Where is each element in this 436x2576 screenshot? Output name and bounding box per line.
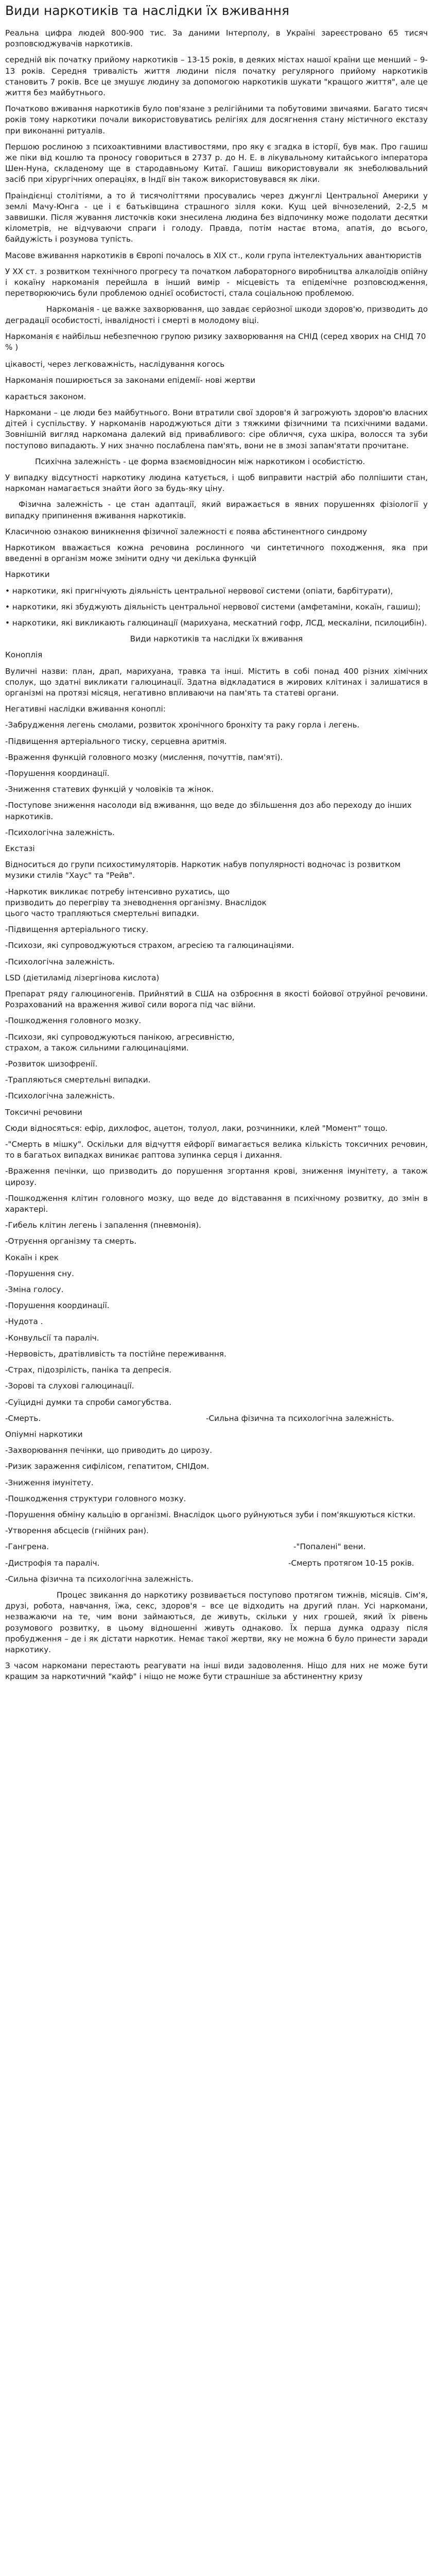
paragraph (5, 1445, 428, 1456)
paragraph (5, 666, 428, 699)
paragraph-text: Вуличні назви: план, драп, марихуана, травка та інші. Містить в собі понад 400 різних хімічних сполук, що здатні викликати галюцинації. Здатна відкладатися в жирових клітинах і залишатися в організмі на протязі місяця, негативно впливаючи на пам'ять та статеві органи. (5, 666, 428, 698)
paragraph (5, 569, 428, 580)
paragraph-text: Праіндієнці столітіями, а то й тисячоліттями просувались через джунглі Центральної Америки у землі Мачу-Юнга - це і є батьківщина страшного зілля коки. Кущ цей вічнозелений, 2-2,5 м заввишки. Після жування листочків коки знесилена людина без відпочинку може подолати десятки кілометрів, не відчуваючи спраги і голоду. Правда, потім настає втома, апатія, до всього, байдужість і розумова тупість. (5, 191, 428, 244)
paragraph (5, 104, 428, 137)
paragraph-text: Наркоманія - це важке захворювання, що завдає серйозної шкоди здоров'ю, призводить до деградації особистості, інвалідності і смерті в молодому віці. (5, 304, 428, 325)
paragraph-text: Препарат ряду галюциногенів. Прийнятий в США на озброєння в якості бойової отруйної речовини. Розрахований на враження живої сили ворога під час війни. (5, 989, 428, 1010)
paragraph-text: Відноситься до групи психостимуляторів. Наркотик набув популярності водночас із розвитком музики стилів "Хаус" та "Рейв". (5, 860, 401, 880)
paragraph-text: -Зміна голосу. (5, 1285, 64, 1295)
paragraph (5, 736, 428, 747)
paragraph (5, 1123, 428, 1134)
paragraph (5, 191, 428, 245)
paragraph-text: Фізична залежність - це стан адаптації, який виражається в явних порушеннях фізіології у випадку припинення вживання наркотиків. (5, 500, 428, 520)
paragraph-text: -Забрудження легень смолами, розвиток хронічного бронхіту та раку горла і легень. (5, 720, 360, 730)
paragraph (5, 472, 428, 494)
paragraph-text: цікавості, через легковажність, наслідування когось (5, 360, 225, 369)
paragraph-tail-text: -Смерть протягом 10-15 років. (288, 1558, 414, 1568)
paragraph-text: Екстазі (5, 843, 35, 853)
paragraph (5, 28, 428, 49)
paragraph-text: Сюди відносяться: ефір, дихлофос, ацетон, толуол, лаки, розчинники, клей "Момент" тощо. (5, 1123, 388, 1133)
paragraph-text: -Суїцидні думки та спроби самогубства. (5, 1397, 172, 1407)
paragraph (5, 827, 428, 838)
paragraph (5, 1316, 428, 1327)
paragraph (5, 800, 428, 822)
paragraph (5, 1032, 428, 1054)
paragraph (5, 1660, 428, 1682)
paragraph (5, 266, 428, 299)
paragraph (5, 618, 428, 629)
paragraph (5, 250, 428, 261)
paragraph-text: -Пошкодження головного мозку. (5, 1016, 142, 1026)
paragraph (5, 392, 428, 402)
paragraph (5, 768, 428, 779)
paragraph-text: карається законом. (5, 392, 86, 401)
paragraph (5, 1252, 428, 1263)
paragraph-text: -Захворювання печінки, що приводить до цирозу. (5, 1446, 213, 1455)
paragraph-text: Коноплія (5, 650, 43, 660)
paragraph (5, 527, 428, 537)
paragraph-text: -Дистрофія та параліч. (5, 1558, 100, 1568)
paragraph-text: Наркомани – це люди без майбутнього. Вони втратили свої здоров'я й загрожують здоров'ю власних дітей і суспільству. У наркоманів народжуються діти з тяжкими фізичними та психічними вадами. Зовнішній вигляд наркомана далекий від привабливого: сіре обличчя, суха шкіра, волосся та зуби поступово випадають. У них значно послаблена пам'ять, вони не в змозі запам'ятати прочитане. (5, 408, 428, 450)
paragraph-text: страхом, а також сильними галюцинаціями. (5, 1043, 189, 1053)
paragraph-text: Опіумні наркотики (5, 1429, 83, 1439)
paragraph-text: У ХХ ст. з розвитком технічного прогресу та початком лабораторного виробництва алкалоїдів опійну і кокаїну наркоманія перейшла в інший вимір - місцевість та епідемічне розповсюдження, перетворюючись були проблемою однієї особистості, стала соціальною проблемою. (5, 266, 428, 298)
paragraph-text: Початково вживання наркотиків було пов'язане з релігійними та побутовими звичаями. Багато тисяч років тому наркотики почали використовуватись релігіях для досягнення стану містичного екстазу при виконанні ритуалів. (5, 104, 428, 135)
paragraph-text: Масове вживання наркотиків в Європі почалось в ХІХ ст., коли група інтелектуальних авантюристів (5, 250, 422, 260)
paragraph (5, 1268, 428, 1279)
paragraph-text: -Враження печінки, що призводить до порушення згортання крові, зниження імунітету, а також цирозу. (5, 1166, 428, 1187)
paragraph (5, 1381, 428, 1392)
paragraph (5, 634, 428, 645)
paragraph (5, 1236, 428, 1247)
paragraph-text: Наркотиком вважається кожна речовина рослинного чи синтетичного походження, яка при введенні в організм може змінити одну чи декілька функцій (5, 543, 428, 564)
paragraph-text: -Зорові та слухові галюцинації. (5, 1381, 134, 1391)
paragraph-text: -Сильна фізична та психологічна залежність. (5, 1574, 194, 1584)
paragraph-text: Види наркотиків та наслідки їх вживання (130, 634, 303, 644)
paragraph (5, 499, 428, 521)
paragraph-text: Першою рослиною з психоактивними властивостями, про яку є згадка в історії, був мак. Про гашиш же піки від кошлю та проносу говориться в 2737 р. до Н. Е. в лікувальному китайського імператора Шен-Нуна, складеному ще в стародавньому Китаї. Гашиш використовували як знеболювальний засіб при хірургічних операціях, в Індії він також використовувався як ліки. (5, 142, 428, 184)
paragraph (5, 1510, 428, 1520)
paragraph (5, 304, 428, 326)
page-title: Види наркотиків та наслідки їх вживання (5, 3, 290, 18)
paragraph (5, 1429, 428, 1440)
paragraph (5, 704, 428, 715)
paragraph (5, 1558, 428, 1569)
paragraph-text: -Гибель клітин легень і запалення (пневмонія). (5, 1221, 201, 1230)
paragraph (5, 1059, 428, 1070)
paragraph-text: -Порушення обміну кальцію в організмі. Внаслідок цього руйнуються зуби і пом'якшуються кістки. (5, 1510, 416, 1519)
paragraph (5, 1193, 428, 1215)
paragraph (5, 456, 428, 467)
paragraph (5, 586, 428, 597)
paragraph (5, 1349, 428, 1360)
paragraph-tail-text: -"Попалені" вени. (293, 1542, 366, 1552)
paragraph-text: -Утворення абсцесів (гнійних ран). (5, 1526, 149, 1536)
paragraph (5, 331, 428, 353)
paragraph-text: -Психологічна залежність. (5, 1091, 115, 1101)
paragraph-text: -Пошкодження структури головного мозку. (5, 1494, 186, 1503)
paragraph (5, 973, 428, 984)
paragraph-text: -Нервовість, дратівливість та постійне переживання. (5, 1349, 226, 1359)
paragraph (5, 752, 428, 763)
paragraph (5, 55, 428, 98)
paragraph-text: Токсичні речовини (5, 1107, 82, 1117)
paragraph-text: -Поступове зниження насолоди від вживання, що веде до збільшення доз або переходу до інших наркотиків. (5, 801, 412, 821)
paragraph-text: Процес звикання до наркотику розвивається поступово протягом тижнів, місяців. Сім'я, друзі, робота, навчання, їжа, секс, здоров'я – все це відходить на другий план. Усі наркомани, незважаючи на те, чим вони займаються, де живуть, скільки у них грошей, який їх рівень розумового розвитку, в цьому відношенні живуть однаково. Їх перша думка одразу після пробудження – де і як дістати наркотик. Немає такої жертви, яку не можна б було принести заради наркотику. (5, 1590, 428, 1654)
paragraph (5, 1107, 428, 1118)
paragraph-text: Кокаїн і крек (5, 1252, 59, 1262)
paragraph-text: Наркотики (5, 570, 50, 580)
paragraph-text: цього часто трапляються смертельні випадки. (5, 909, 199, 918)
paragraph-text: Негативні наслідки вживання коноплі: (5, 704, 166, 714)
paragraph-text: -Психологічна залежність. (5, 957, 115, 967)
paragraph-text: У випадку відсутності наркотику людина катується, і щоб виправити настрій або полпішити стан, наркоман намагається знайти його за будь-яку ціну. (5, 472, 428, 494)
paragraph-text: -Порушення координації. (5, 1301, 110, 1311)
paragraph-text: -Отруєння організму та смерть. (5, 1236, 137, 1246)
paragraph-text: -Психози, які супроводжуються страхом, агресією та галюцинаціями. (5, 941, 294, 951)
paragraph (5, 1166, 428, 1188)
paragraph (5, 1075, 428, 1086)
paragraph (5, 359, 428, 370)
paragraph-text: призводить до перегріву та зневоднення організму. Внаслідок (5, 897, 267, 907)
paragraph (5, 650, 428, 660)
paragraph (5, 784, 428, 795)
paragraph-text: -Підвищення артеріального тиску. (5, 925, 149, 935)
paragraph (5, 1494, 428, 1504)
paragraph (5, 1300, 428, 1311)
paragraph (5, 720, 428, 731)
paragraph (5, 940, 428, 951)
document-body (5, 28, 428, 1683)
paragraph (5, 1015, 428, 1026)
paragraph-text: • наркотики, які викликають галюцинації (марихуана, мескатний гофр, ЛСД, мескаліни, псилоцибін). (5, 618, 427, 628)
paragraph-text: • наркотики, які пригнічують діяльність центральної нервової системи (опіати, барбітурати), (5, 586, 393, 596)
paragraph-text: -Розвиток шизофренії. (5, 1059, 98, 1069)
paragraph-text: -Зниження статевих функцій у чоловіків та жінок. (5, 785, 214, 794)
paragraph-text: -Підвищення артеріального тиску, серцевна аритмія. (5, 736, 227, 746)
paragraph (5, 1365, 428, 1376)
paragraph-text: -Страх, підозрілість, паніка та депресія. (5, 1365, 172, 1375)
paragraph-text: -Ризик зараження сифілісом, гепатитом, СНІДом. (5, 1462, 210, 1471)
paragraph-text: -Порушення координації. (5, 768, 110, 778)
paragraph (5, 375, 428, 386)
paragraph-text: LSD (діетиламід лізергінова кислота) (5, 973, 160, 982)
paragraph-text: -Психози, які супроводжуються панікою, агресивністю, (5, 1032, 235, 1042)
paragraph-text: • наркотики, які збуджують діяльність центральної нервової системи (амфетаміни, кокаїн, гашиш); (5, 602, 421, 612)
paragraph (5, 843, 428, 854)
paragraph-text: -Гангрена. (5, 1542, 49, 1552)
paragraph (5, 1091, 428, 1101)
paragraph (5, 543, 428, 564)
paragraph (5, 1397, 428, 1408)
paragraph-text: Психічна залежність - це форма взаємовідносин між наркотиком і особистістю. (35, 456, 365, 466)
paragraph (5, 924, 428, 935)
paragraph-text: -Смерть. (5, 1413, 41, 1423)
paragraph-text: -Психологічна залежність. (5, 827, 115, 837)
paragraph (5, 1333, 428, 1344)
paragraph (5, 1413, 428, 1424)
paragraph (5, 957, 428, 968)
paragraph (5, 602, 428, 613)
paragraph (5, 1590, 428, 1655)
paragraph-text: -Наркотик викликає потребу інтенсивно рухатись, що (5, 887, 230, 896)
paragraph-text: середній вік початку прийому наркотиків – 13-15 років, в деяких містах нашої країни ще менший – 9-13 років. Середня тривалість життя людини після початку регулярного прийому наркотиків становить 7 років. Все це змушує людину за допомогою наркотиків шукати "кращого життя", але це життя без майбутнього. (5, 55, 428, 98)
paragraph-tail-text: -Сильна фізична та психологічна залежність. (206, 1413, 394, 1423)
paragraph-text: З часом наркомани перестають реагувати на інші види задоволення. Ніщо для них не може бути кращим за наркотичний "кайф" і ніщо не може бути страшніше за абстинентну кризу (5, 1661, 428, 1682)
paragraph-text: -Конвульсії та параліч. (5, 1333, 99, 1343)
paragraph-text: -Пошкодження клітин головного мозку, що веде до відставання в психічному розвитку, до змін в характері. (5, 1193, 428, 1214)
paragraph-text: -Порушення сну. (5, 1268, 74, 1278)
paragraph (5, 408, 428, 451)
paragraph (5, 1574, 428, 1585)
paragraph (5, 887, 428, 920)
paragraph (5, 1284, 428, 1295)
paragraph (5, 142, 428, 185)
paragraph-text: -Враження функцій головного мозку (мислення, почуттів, пам'яті). (5, 752, 283, 762)
paragraph-text: Наркоманія поширюється за законами епідемії- нові жертви (5, 376, 256, 385)
paragraph-text: Реальна цифра людей 800-900 тис. За даними Інтерполу, в Україні зареєстровано 65 тисяч розповсюджувачів наркотиків. (5, 28, 428, 49)
paragraph-text: -Нудота . (5, 1317, 43, 1327)
paragraph (5, 1139, 428, 1161)
paragraph-text: -Трапляються смертельні випадки. (5, 1075, 151, 1085)
paragraph-text: -"Смерть в мішку". Оскільки для відчуття ейфорії вимагається велика кількість токсичних речовин, то в багатьох випадках виникає раптова зупинка серця і дихання. (5, 1140, 428, 1160)
paragraph (5, 1461, 428, 1472)
paragraph-text: Класичною ознакою виникнення фізичної залежності є поява абстинентного синдрому (5, 527, 368, 536)
paragraph (5, 1541, 428, 1552)
paragraph (5, 1478, 428, 1488)
paragraph-text: Наркоманія є найбільш небезпечною групою ризику захворювання на СНІД (серед хворих на СНІД 70 % ) (5, 331, 426, 352)
paragraph (5, 1220, 428, 1231)
paragraph (5, 859, 428, 881)
paragraph (5, 989, 428, 1010)
paragraph (5, 1526, 428, 1536)
paragraph-text: -Зниження імунітету. (5, 1478, 94, 1487)
